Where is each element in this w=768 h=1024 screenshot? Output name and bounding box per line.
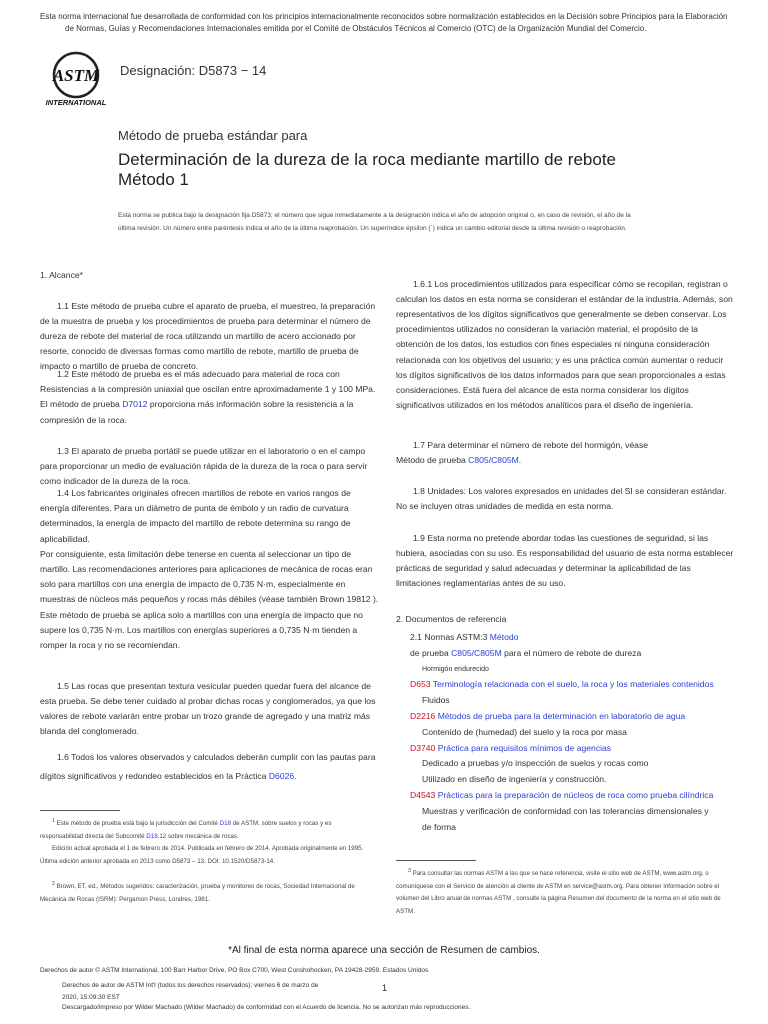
license-stamp bbox=[62, 980, 322, 1004]
notice-line-1: Esta norma internacional fue desarrollada de conformidad con los principios internacionalmente reconocidos sobre normalización establecidos en la Decisión sobre Principios para la Elaboración bbox=[40, 12, 728, 21]
section-1-heading: 1. Alcance* bbox=[40, 270, 83, 280]
para-1-2-line-a: 1.2 Este método de prueba es el más adecuado para material de roca con bbox=[57, 369, 340, 379]
para-1-6-text: 1.6 Todos los valores observados y calculados deberán cumplir con las pautas para dígitos significativos y redondeo establecidos en la Práctica bbox=[40, 752, 376, 781]
para-1-2 bbox=[40, 367, 380, 428]
ref-d653-code[interactable]: D653 bbox=[410, 679, 431, 690]
ref-d653-title[interactable]: Terminología relacionada con el suelo, la roca y los materiales contenidos bbox=[430, 679, 714, 690]
notice-line-2: de Normas, Guías y Recomendaciones Internacionales emitida por el Comité de Obstáculos Técnicos al Comercio (OTC) de la Organización Mundial del Comercio. bbox=[65, 23, 647, 33]
ref-d3740-title-2[interactable]: Dedicado a pruebas y/o inspección de suelos y rocas como bbox=[422, 758, 649, 769]
ref-d653-title-2[interactable]: Fluidos bbox=[422, 695, 450, 706]
footnote-1-number: 1 bbox=[52, 818, 55, 824]
issuance-note bbox=[118, 209, 678, 235]
reference-list bbox=[410, 630, 740, 835]
footnote-2-number: 2 bbox=[52, 881, 55, 887]
para-1-7-b bbox=[396, 453, 736, 468]
page-title bbox=[118, 150, 678, 190]
download-notice: Descargado/impreso por Wilder Machado (Wilder Machado) de conformidad con el Acuerdo de licencia. No se autorizan más reproducciones. bbox=[62, 1004, 471, 1011]
page-number: 1 bbox=[382, 983, 388, 993]
para-1-4-a: 1.4 Los fabricantes originales ofrecen martillos de rebote en varios rangos de energía diferentes. Para un diámetro de punta de émbolo y un radio de curvatura determinados, la energía de impacto del martillo de rebote determina su rango de aplicabilidad. bbox=[40, 488, 351, 544]
para-1-7-text: Método de prueba bbox=[396, 455, 469, 466]
para-1-7-end: . bbox=[518, 455, 522, 466]
footnote-divider-left bbox=[40, 810, 120, 811]
logo-mark: ASTM bbox=[52, 66, 100, 85]
footnote-3-number: 3 bbox=[408, 868, 411, 874]
para-1-1: 1.1 Este método de prueba cubre el aparato de prueba, el muestreo, la preparación de la muestra de prueba y los procedimientos de prueba para determinar el número de dureza de rebote del material de roca utilizando un martillo de acero accionado por resorte, conocido de diversas formas como martillo de rebote, martillo de prueba de impacto o martillo de prueba de concreto. bbox=[40, 300, 376, 372]
logo-sub: INTERNATIONAL bbox=[45, 98, 107, 107]
summary-of-changes-note: *Al final de esta norma aparece una sección de Resumen de cambios. bbox=[228, 945, 540, 956]
ref-c805 bbox=[410, 646, 740, 662]
ref-c805-prefix: de prueba bbox=[410, 647, 452, 658]
copyright-line: Derechos de autor © ASTM International, 100 Barr Harbor Drive, PO Box C700, West Conshohocken, PA 19428-2959. Estados Unidos bbox=[40, 967, 429, 974]
ref-d4543-title-3[interactable]: de forma bbox=[422, 821, 456, 832]
ref-d2216 bbox=[410, 709, 740, 725]
section-2-heading: 2. Documentos de referencia bbox=[396, 614, 507, 624]
para-1-9: 1.9 Esta norma no pretende abordar todas las cuestiones de seguridad, si las hubiera, asociadas con su uso. Es responsabilidad del usuario de esta norma establecer prácticas de seguridad y salud adecuadas y determinar la aplicabilidad de las limitaciones reglamentarias antes de su uso. bbox=[396, 532, 734, 589]
ref-d2216-code[interactable]: D2216 bbox=[410, 710, 436, 721]
link-c805-ref[interactable]: C805/C805M bbox=[451, 647, 502, 658]
title-line-1: Determinación de la dureza de la roca mediante martillo de rebote bbox=[118, 150, 616, 169]
para-1-5: 1.5 Las rocas que presentan textura vesicular pueden quedar fuera del alcance de esta prueba. Se debe tener cuidado al probar dichas rocas y conglomerados, ya que los valores de rebote variarán entre probar un trozo grande de agregado y una matriz más blanda del conglomerado. bbox=[40, 680, 376, 737]
method-label: Método de prueba estándar para bbox=[118, 128, 308, 143]
ref-c805-subtitle[interactable]: Hormigón endurecido bbox=[422, 665, 489, 673]
ref-d4543 bbox=[410, 788, 740, 804]
footnote-2-text: Brown, ET, ed., Métodos sugeridos: caracterización, prueba y monitoreo de rocas, Sociedad Internacional de Mecánica de Rocas (ISRM): Pergamon Press, Londres, 1981. bbox=[40, 883, 355, 903]
license-line-2: 2020, 15:09:30 EST bbox=[62, 994, 120, 1001]
designation: Designación: D5873 − 14 bbox=[120, 63, 267, 78]
footnote-3-text: Para consultar las normas ASTM a las que se hace referencia, visite el sitio web de ASTM, www.astm.org, o comuníquese con el Servicio de atención al cliente de ASTM en service@astm.org. Para obtener información sobre el volumen del Libro anual de normas ASTM , consulte la página Resumen del documento de la norma en el sitio web de ASTM. bbox=[396, 870, 721, 915]
ref-d3740-title-3[interactable]: Utilizado en diseño de ingeniería y construcción. bbox=[422, 774, 607, 785]
ref-d3740 bbox=[410, 741, 740, 757]
ref-d3740-code[interactable]: D3740 bbox=[410, 742, 436, 753]
para-1-3: 1.3 El aparato de prueba portátil se puede utilizar en el laboratorio o en el campo para proporcionar un medio de evaluación rápida de la dureza de la roca o para servir como indicador de la dureza de la roca. bbox=[40, 445, 368, 486]
ref-d4543-title-2[interactable]: Muestras y verificación de conformidad con las tolerancias dimensionales y bbox=[422, 805, 709, 816]
license-line-1: Derechos de autor de ASTM Int'l (todos los derechos reservados); viernes 6 de marzo de bbox=[62, 982, 319, 989]
para-1-7 bbox=[396, 438, 736, 468]
ref-2-1 bbox=[410, 630, 740, 646]
international-notice bbox=[40, 11, 740, 34]
link-d7012[interactable]: D7012 bbox=[122, 399, 148, 410]
footnote-1-text-b: de ASTM. sobre suelos y rocas y es responsabilidad directa del Subcomité bbox=[40, 820, 332, 840]
astm-logo bbox=[40, 50, 112, 108]
ref-d2216-title[interactable]: Métodos de prueba para la determinación en laboratorio de agua bbox=[435, 710, 686, 721]
footnote-1 bbox=[40, 815, 370, 868]
para-1-6-1: 1.6.1 Los procedimientos utilizados para especificar cómo se recopilan, registran o calculan los datos en esta norma se consideran el estándar de la industria. Además, son representativos de los dígitos significativos que generalmente se deben conservar. Los procedimientos utilizados no consideran la variación material, el propósito de la obtención de los datos, los estudios con fines especiales ni ninguna consideración relacionada con los objetivos del usuario; y es una práctica común aumentar o reducir los dígitos significativos de los datos informados para que sean proporcionales a estas consideraciones. Está fuera del alcance de esta norma considerar los dígitos significativos utilizados en los métodos analíticos para el diseño de ingeniería. bbox=[396, 278, 733, 411]
para-1-2-body bbox=[40, 382, 380, 428]
link-d18-12[interactable]: D18.12 bbox=[146, 832, 167, 840]
link-metodo[interactable]: Método bbox=[489, 632, 519, 642]
issuance-line-1: Esta norma se publica bajo la designación fija D5873; el número que sigue inmediatamente a la designación indica el año de adopción original o, en caso de revisión, el año de la bbox=[118, 212, 631, 219]
title-line-2: Método 1 bbox=[118, 170, 189, 189]
footnote-1-text: Este método de prueba está bajo la jurisdicción del Comité bbox=[56, 820, 220, 828]
footnote-3 bbox=[396, 865, 731, 918]
link-c805[interactable]: C805/C805M bbox=[468, 455, 519, 466]
para-1-6-end: . bbox=[294, 771, 297, 781]
ref-d653 bbox=[410, 677, 740, 693]
ref-c805-title: para el número de rebote de dureza bbox=[501, 647, 642, 658]
para-1-2-text: Resistencias a la compresión uniaxial que oscilan entre aproximadamente 1 y 100 MPa. El método de prueba bbox=[40, 384, 376, 410]
footnote-divider-right bbox=[396, 860, 476, 861]
para-1-4 bbox=[40, 486, 380, 653]
para-1-6 bbox=[40, 748, 380, 786]
footnote-1-edition: Edición actual aprobada el 1 de febrero de 2014. Publicada en febrero de 2014. Aprobada originalmente en 1995. Última edición anterior aprobada en 2013 como D5873 – 13. DOI: 10.1520/D5873-14. bbox=[40, 845, 364, 865]
ref-d2216-title-2[interactable]: Contenido de (humedad) del suelo y la roca por masa bbox=[422, 726, 627, 737]
footnote-1-text-c: sobre mecánica de rocas. bbox=[166, 832, 239, 840]
link-d6026[interactable]: D6026 bbox=[268, 771, 295, 781]
para-1-8: 1.8 Unidades: Los valores expresados en unidades del SI se consideran estándar. No se incluyen otras unidades de medida en esta norma. bbox=[396, 485, 727, 511]
ref-d4543-code[interactable]: D4543 bbox=[410, 789, 436, 800]
link-d18[interactable]: D18 bbox=[219, 820, 231, 828]
ref-d3740-title[interactable]: Práctica para requisitos mínimos de agencias bbox=[435, 742, 612, 753]
para-1-2-text-end: proporciona más información sobre la resistencia a la compresión de la roca. bbox=[40, 399, 354, 425]
issuance-line-2: última revisión. Un número entre paréntesis indica el año de la última reaprobación. Un superíndice épsilon (´) indica un cambio editorial desde la última revisión o reaprobación. bbox=[118, 225, 627, 232]
para-1-7-a: 1.7 Para determinar el número de rebote del hormigón, véase bbox=[413, 440, 649, 450]
para-1-4-b: Por consiguiente, esta limitación debe tenerse en cuenta al seleccionar un tipo de martillo. Las recomendaciones anteriores para aplicaciones de mecánica de rocas eran solo para martillos con una energía de impacto de 0,735 N·m, especialmente en muestras de núcleos más pequeños y rocas más débiles (véase también Brown 19812 ). Este método de prueba se aplica solo a martillos con una energía de impacto que no supere los 0,735 N·m. Los martillos con energías superiores a 0,735 N·m tienden a romper la roca y no se recomiendan. bbox=[40, 548, 379, 651]
ref-2-1-text: 2.1 Normas ASTM:3 bbox=[410, 632, 490, 642]
footnote-2 bbox=[40, 878, 370, 906]
ref-d4543-title[interactable]: Prácticas para la preparación de núcleos de roca como prueba cilíndrica bbox=[435, 789, 714, 800]
